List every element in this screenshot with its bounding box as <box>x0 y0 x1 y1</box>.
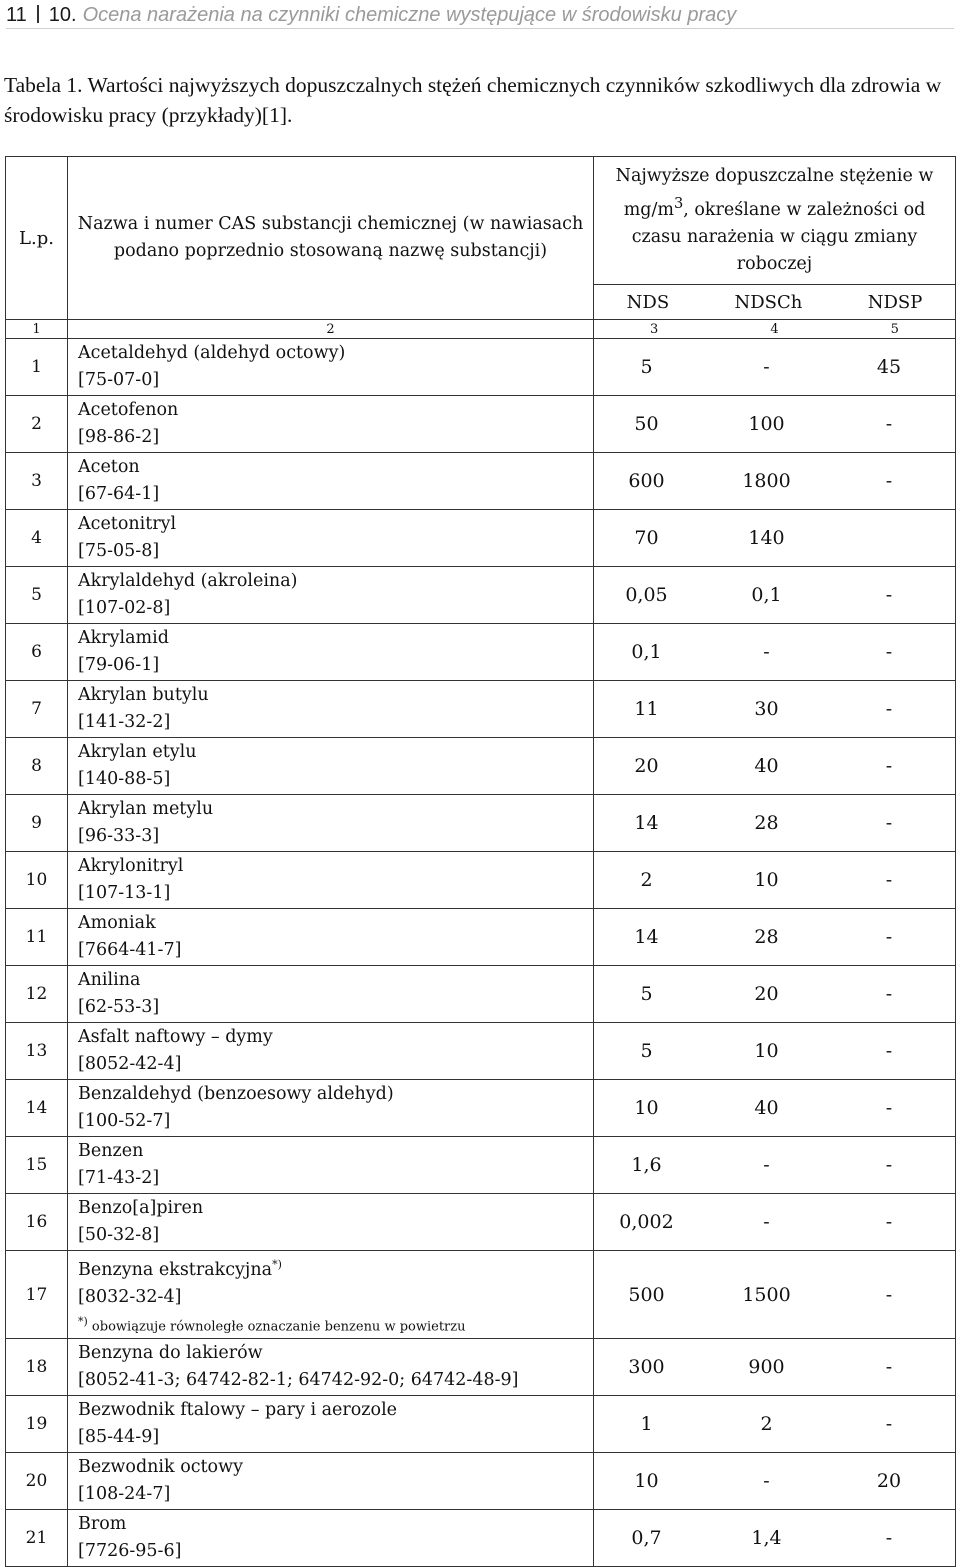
cas-number: [100-52-7] <box>78 1111 171 1131</box>
row-number: 5 <box>6 567 68 624</box>
substance-name <box>78 1195 593 1222</box>
substance-name <box>78 1340 593 1367</box>
nds-value: 10 <box>634 1097 659 1119</box>
table-row <box>6 1251 956 1339</box>
cas-number: [75-05-8] <box>78 541 160 561</box>
cas-number: [7726-95-6] <box>78 1541 182 1562</box>
cas-number: [71-43-2] <box>78 1168 160 1188</box>
ndsch-value: 10 <box>754 869 779 891</box>
table-row <box>6 909 956 966</box>
ndsp-value: - <box>885 1283 893 1306</box>
substance-name-text: Amoniak <box>78 913 156 933</box>
ndsch-value: 40 <box>754 1097 779 1119</box>
ndsch-value: 28 <box>754 812 779 834</box>
values-cell <box>594 1510 956 1567</box>
row-number: 15 <box>6 1137 68 1194</box>
cas-number: [8052-42-4] <box>78 1054 182 1074</box>
ndsp-value: - <box>885 983 893 1005</box>
cas-number: [140-88-5] <box>78 769 171 789</box>
values-cell <box>594 1251 956 1339</box>
substance-name-text: Acetofenon <box>78 400 179 420</box>
values-cell <box>594 1194 956 1251</box>
table-row <box>6 1194 956 1251</box>
ndsch-value: 900 <box>748 1356 785 1379</box>
column-index-row <box>6 320 956 339</box>
ndsp-value: - <box>885 698 893 720</box>
substance-cell <box>68 453 594 510</box>
substance-name <box>78 1397 593 1424</box>
nds-value: 600 <box>628 470 665 492</box>
cas-number: [107-02-8] <box>78 598 171 618</box>
nds-value: 0,05 <box>625 584 668 606</box>
ndsp-value: - <box>885 1097 893 1119</box>
cas-number: [96-33-3] <box>78 826 160 846</box>
row-number: 14 <box>6 1080 68 1137</box>
values-cell <box>594 339 956 396</box>
cas-number: [50-32-8] <box>78 1225 160 1245</box>
cas-number: [85-44-9] <box>78 1427 160 1448</box>
page-header <box>6 2 954 29</box>
footnote-mark: *) <box>78 1314 88 1328</box>
substance-cell <box>68 567 594 624</box>
subheader-ndsp: NDSP <box>867 291 923 313</box>
subheader-ndsch: NDSCh <box>734 291 803 313</box>
substance-cell <box>68 1339 594 1396</box>
row-number: 4 <box>6 510 68 567</box>
nds-value: 70 <box>634 527 659 549</box>
substance-name <box>78 1251 593 1284</box>
substance-name-text: Akrylan butylu <box>78 685 209 705</box>
substance-name-text: Acetaldehyd (aldehyd octowy) <box>78 343 346 363</box>
substance-cell <box>68 1510 594 1567</box>
substance-name <box>78 1511 593 1538</box>
ndsp-value: - <box>885 812 893 834</box>
values-cell <box>594 909 956 966</box>
nds-value: 0,002 <box>619 1211 674 1233</box>
table-row <box>6 738 956 795</box>
footnote-marker: *) <box>272 1258 282 1271</box>
values-cell <box>594 453 956 510</box>
substance-name-text: Akrylan metylu <box>78 799 214 819</box>
footnote-text: obowiązuje równoległe oznaczanie benzenu w powietrzu <box>87 1319 466 1335</box>
row-number: 7 <box>6 681 68 738</box>
substance-name-text: Akrylamid <box>78 628 169 648</box>
substance-name-text: Benzo[a]piren <box>78 1198 204 1218</box>
ndsch-value: 20 <box>754 983 779 1005</box>
table-row <box>6 1339 956 1396</box>
values-cell <box>594 1453 956 1510</box>
substance-name-text: Brom <box>78 1514 127 1535</box>
table-row <box>6 453 956 510</box>
substance-name <box>78 1024 593 1051</box>
table-row <box>6 795 956 852</box>
subheader-nds: NDS <box>626 291 670 313</box>
header-divider <box>37 5 39 23</box>
row-number: 19 <box>6 1396 68 1453</box>
row-number: 21 <box>6 1510 68 1567</box>
substance-cell <box>68 624 594 681</box>
substance-name-text: Akrylan etylu <box>78 742 197 762</box>
index-3-5 <box>594 320 956 339</box>
ndsp-value: 45 <box>876 356 902 378</box>
unit-superscript: 3 <box>673 195 684 213</box>
row-number: 11 <box>6 909 68 966</box>
column-header-concentration <box>594 157 956 285</box>
nds-value: 0,1 <box>631 641 662 663</box>
nds-value: 14 <box>634 812 659 834</box>
index-4: 4 <box>770 321 779 337</box>
substance-name-text: Benzen <box>78 1141 144 1161</box>
substance-cell <box>68 339 594 396</box>
substance-name-text: Benzaldehyd (benzoesowy aldehyd) <box>78 1084 394 1104</box>
cas-number: [8032-32-4] <box>78 1286 182 1307</box>
row-number: 12 <box>6 966 68 1023</box>
table-row <box>6 1080 956 1137</box>
row-number: 3 <box>6 453 68 510</box>
substance-name-text: Bezwodnik ftalowy – pary i aerozole <box>78 1400 398 1421</box>
substance-name-text: Bezwodnik octowy <box>78 1457 243 1478</box>
column-header-lp: L.p. <box>6 157 68 320</box>
substance-cell <box>68 681 594 738</box>
values-cell <box>594 852 956 909</box>
table-row <box>6 396 956 453</box>
ndsp-value: - <box>885 1154 893 1176</box>
table-row <box>6 339 956 396</box>
index-1: 1 <box>6 320 68 339</box>
substance-name <box>78 682 593 709</box>
exposure-limits-table <box>5 156 956 1567</box>
values-cell <box>594 966 956 1023</box>
ndsch-value: 28 <box>754 926 779 948</box>
table-row <box>6 510 956 567</box>
ndsch-value: 40 <box>754 755 779 777</box>
substance-cell <box>68 852 594 909</box>
nds-value: 11 <box>634 698 659 720</box>
ndsp-value: - <box>885 413 893 435</box>
substance-cell <box>68 1137 594 1194</box>
ndsp-value: - <box>885 1413 893 1436</box>
table-row <box>6 681 956 738</box>
row-number: 13 <box>6 1023 68 1080</box>
ndsch-value: - <box>763 356 770 378</box>
values-cell <box>594 510 956 567</box>
row-number: 1 <box>6 339 68 396</box>
values-cell <box>594 1339 956 1396</box>
ndsp-value: 20 <box>876 1470 902 1493</box>
ndsch-value: - <box>763 1211 770 1233</box>
table-row <box>6 567 956 624</box>
ndsch-value: 100 <box>748 413 785 435</box>
footnote <box>78 1311 593 1338</box>
ndsch-value: 10 <box>754 1040 779 1062</box>
table-header-row <box>6 157 956 285</box>
values-cell <box>594 795 956 852</box>
index-2: 2 <box>68 320 594 339</box>
ndsch-value: - <box>763 1470 770 1493</box>
ndsch-value: 1800 <box>742 470 791 492</box>
ndsp-value: - <box>885 470 893 492</box>
ndsp-value <box>834 527 944 549</box>
substance-cell <box>68 738 594 795</box>
substance-name-text: Akrylonitryl <box>78 856 184 876</box>
ndsp-value: - <box>885 1356 893 1379</box>
ndsp-value: - <box>885 926 893 948</box>
nds-value: 5 <box>640 983 653 1005</box>
table-row <box>6 1396 956 1453</box>
cas-number: [67-64-1] <box>78 484 160 504</box>
substance-name <box>78 1454 593 1481</box>
ndsch-value: - <box>763 1154 770 1176</box>
cas-number: [75-07-0] <box>78 370 160 390</box>
ndsp-value: - <box>885 641 893 663</box>
table-row <box>6 852 956 909</box>
concentration-header-text-a: Najwyższe dopuszczalne stężenie w mg/m <box>615 166 934 220</box>
ndsch-value: 0,1 <box>751 584 782 606</box>
substance-name <box>78 967 593 994</box>
row-number: 17 <box>6 1251 68 1339</box>
cas-number: [79-06-1] <box>78 655 160 675</box>
substance-name <box>78 625 593 652</box>
nds-value: 500 <box>628 1283 665 1306</box>
nds-value: 5 <box>640 1040 653 1062</box>
concentration-header-text-b: , określane w zależności od czasu narażenia w ciągu zmiany roboczej <box>631 199 926 274</box>
column-header-name: Nazwa i numer CAS substancji chemicznej (w nawiasach podano poprzednio stosowaną nazwę substancji) <box>68 157 594 320</box>
nds-value: 50 <box>634 413 659 435</box>
values-cell <box>594 567 956 624</box>
table-caption: Tabela 1. Wartości najwyższych dopuszczalnych stężeń chemicznych czynników szkodliwych dla zdrowia w środowisku pracy (przykłady)[1]. <box>4 73 942 127</box>
cas-number: [107-13-1] <box>78 883 171 903</box>
substance-name <box>78 853 593 880</box>
ndsch-value: 1,4 <box>751 1527 782 1550</box>
substance-name <box>78 796 593 823</box>
ndsch-value: 140 <box>748 527 785 549</box>
ndsp-value: - <box>885 869 893 891</box>
substance-name <box>78 454 593 481</box>
substance-name-text: Acetonitryl <box>78 514 177 534</box>
substance-name <box>78 397 593 424</box>
row-number: 16 <box>6 1194 68 1251</box>
nds-value: 10 <box>634 1470 659 1493</box>
substance-name <box>78 511 593 538</box>
values-cell <box>594 624 956 681</box>
substance-name <box>78 340 593 367</box>
substance-name-text: Asfalt naftowy – dymy <box>78 1027 273 1047</box>
values-cell <box>594 1137 956 1194</box>
values-cell <box>594 1396 956 1453</box>
ndsp-value: - <box>885 584 893 606</box>
ndsch-value: 30 <box>754 698 779 720</box>
substance-name-text: Benzyna ekstrakcyjna <box>78 1259 273 1280</box>
subheader-cell <box>594 285 956 320</box>
substance-name-text: Aceton <box>78 457 140 477</box>
row-number: 18 <box>6 1339 68 1396</box>
values-cell <box>594 738 956 795</box>
nds-value: 2 <box>640 869 653 891</box>
substance-cell <box>68 1080 594 1137</box>
ndsp-value: - <box>885 1527 893 1550</box>
ndsch-value: 2 <box>760 1413 773 1436</box>
index-3: 3 <box>650 321 659 337</box>
table-row <box>6 624 956 681</box>
nds-value: 0,7 <box>631 1527 662 1550</box>
values-cell <box>594 1080 956 1137</box>
cas-number: [141-32-2] <box>78 712 171 732</box>
table-row <box>6 1137 956 1194</box>
row-number: 9 <box>6 795 68 852</box>
cas-number: [108-24-7] <box>78 1484 171 1505</box>
values-cell <box>594 396 956 453</box>
cas-number: [62-53-3] <box>78 997 160 1017</box>
values-cell <box>594 1023 956 1080</box>
nds-value: 14 <box>634 926 659 948</box>
substance-name <box>78 739 593 766</box>
substance-cell <box>68 1251 594 1339</box>
nds-value: 300 <box>628 1356 665 1379</box>
nds-value: 1,6 <box>631 1154 662 1176</box>
table-row <box>6 1510 956 1567</box>
substance-cell <box>68 1023 594 1080</box>
substance-cell <box>68 1194 594 1251</box>
nds-value: 5 <box>640 356 653 378</box>
cas-number: [8052-41-3; 64742-82-1; 64742-92-0; 64742-48-9] <box>78 1370 519 1391</box>
substance-cell <box>68 510 594 567</box>
table-row <box>6 1023 956 1080</box>
substance-cell <box>68 966 594 1023</box>
substance-cell <box>68 396 594 453</box>
substance-cell <box>68 1453 594 1510</box>
ndsp-value: - <box>885 755 893 777</box>
page-number: 11 <box>6 4 27 26</box>
nds-value: 1 <box>640 1413 653 1436</box>
table-row <box>6 966 956 1023</box>
substance-name-text: Akrylaldehyd (akroleina) <box>78 571 298 591</box>
ndsch-value: 1500 <box>742 1283 791 1306</box>
index-5: 5 <box>890 321 899 337</box>
substance-name <box>78 910 593 937</box>
cas-number: [98-86-2] <box>78 427 160 447</box>
nds-value: 20 <box>634 755 659 777</box>
substance-cell <box>68 1396 594 1453</box>
substance-name <box>78 1081 593 1108</box>
row-number: 20 <box>6 1453 68 1510</box>
substance-name-text: Anilina <box>78 970 141 990</box>
substance-name <box>78 1138 593 1165</box>
row-number: 10 <box>6 852 68 909</box>
cas-number: [7664-41-7] <box>78 940 182 960</box>
substance-name-text: Benzyna do lakierów <box>78 1343 263 1364</box>
table-row <box>6 1453 956 1510</box>
row-number: 2 <box>6 396 68 453</box>
ndsch-value: - <box>763 641 770 663</box>
row-number: 8 <box>6 738 68 795</box>
substance-cell <box>68 909 594 966</box>
chapter-title: Ocena narażenia na czynniki chemiczne występujące w środowisku pracy <box>82 4 737 26</box>
row-number: 6 <box>6 624 68 681</box>
chapter-number: 10. <box>48 4 77 26</box>
ndsp-value: - <box>885 1040 893 1062</box>
substance-cell <box>68 795 594 852</box>
ndsp-value: - <box>885 1211 893 1233</box>
substance-name <box>78 568 593 595</box>
values-cell <box>594 681 956 738</box>
